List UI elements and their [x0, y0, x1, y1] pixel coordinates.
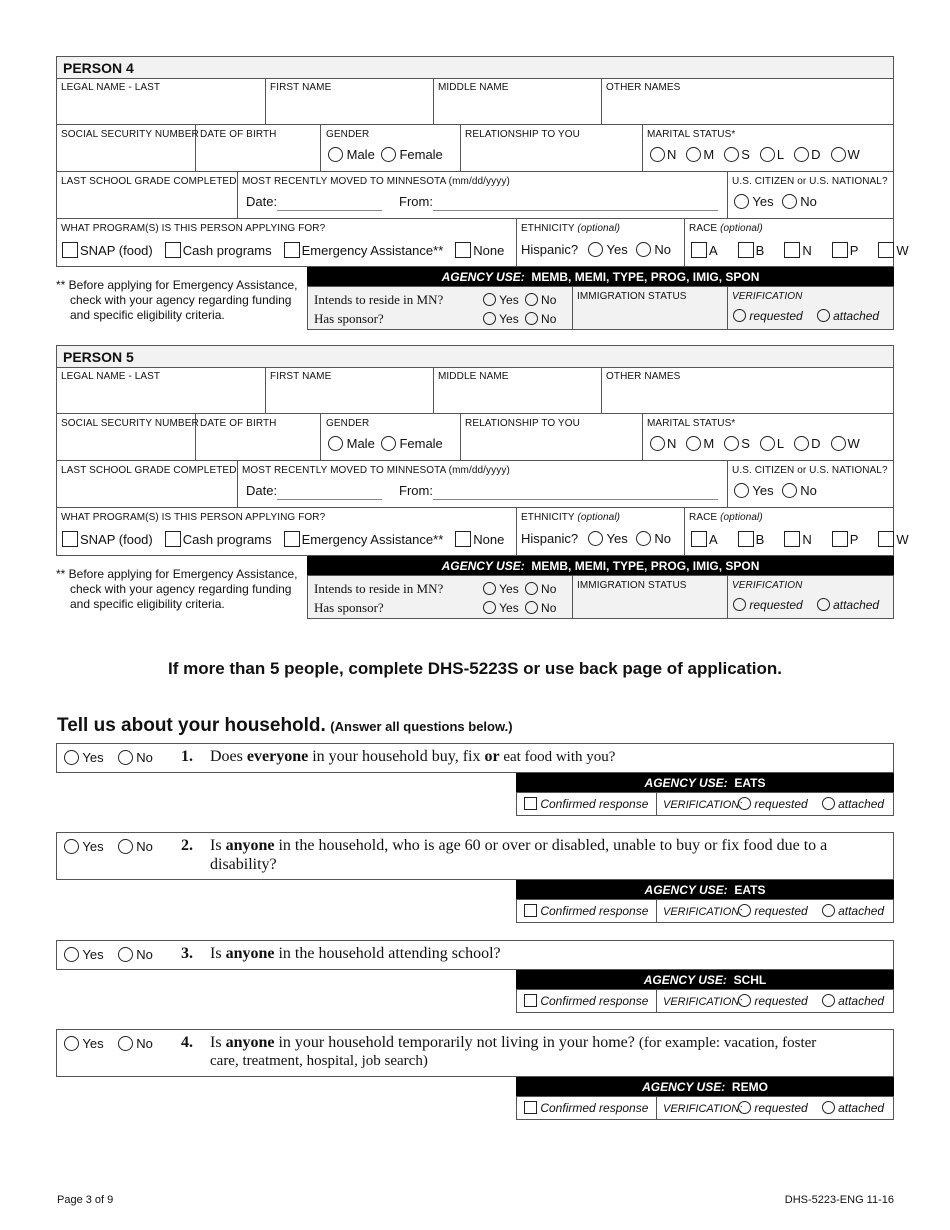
reside-question: Intends to reside in MN? [314, 292, 444, 307]
radio-icon [831, 147, 846, 162]
reside-no[interactable]: No [525, 293, 557, 307]
middle-name-label: MIDDLE NAME [438, 82, 509, 93]
checkbox-icon [738, 242, 754, 258]
reside-no[interactable]: No [525, 582, 557, 596]
person-header [56, 56, 894, 79]
marital-option[interactable]: W [831, 436, 860, 451]
citizen-option[interactable]: No [782, 194, 817, 209]
marital-options [650, 436, 870, 451]
ssn-label: SOCIAL SECURITY NUMBER [61, 418, 199, 429]
gender-option[interactable]: Female [381, 147, 443, 162]
checkbox-icon [832, 531, 848, 547]
race-option[interactable]: B [738, 531, 765, 547]
program-option[interactable]: None [455, 531, 504, 547]
middle-name-label: MIDDLE NAME [438, 371, 509, 382]
checkbox-icon [524, 994, 537, 1007]
race-options [691, 242, 909, 258]
verification-requested[interactable]: requested [733, 598, 803, 612]
gender-option[interactable]: Male [328, 147, 375, 162]
confirmed-response[interactable]: Confirmed response [524, 994, 648, 1008]
checkbox-icon [62, 531, 78, 547]
verification-attached[interactable]: attached [822, 904, 884, 918]
radio-icon [328, 147, 343, 162]
reside-yes[interactable]: Yes [483, 293, 519, 307]
race-label: RACE (optional) [689, 223, 763, 234]
answer-yes[interactable]: Yes [64, 839, 104, 854]
immigration-label: IMMIGRATION STATUS [577, 291, 687, 302]
verification-label: VERIFICATION: [663, 799, 743, 811]
program-option[interactable]: SNAP (food) [62, 242, 153, 258]
middle-name-field[interactable] [435, 385, 599, 411]
program-option[interactable]: Cash programs [165, 242, 272, 258]
checkbox-icon [524, 797, 537, 810]
radio-icon [483, 312, 496, 325]
immigration-label: IMMIGRATION STATUS [577, 580, 687, 591]
radio-icon [525, 601, 538, 614]
other-names-field[interactable] [603, 385, 892, 411]
radio-icon [831, 436, 846, 451]
legal-name-last-field[interactable] [58, 96, 263, 122]
verification-attached[interactable]: attached [822, 797, 884, 811]
reside-question: Intends to reside in MN? [314, 581, 444, 596]
sponsor-yes[interactable]: Yes [483, 601, 519, 615]
verification-requested[interactable]: requested [738, 1101, 808, 1115]
marital-option[interactable]: M [686, 436, 714, 451]
verification-label: VERIFICATION [732, 291, 803, 302]
checkbox-icon [455, 242, 471, 258]
citizen-options [734, 483, 825, 498]
verification-options [738, 1101, 884, 1115]
verification-requested[interactable]: requested [738, 904, 808, 918]
emergency-note: ** Before applying for Emergency Assistance, check with your agency regarding funding and specific eligibility criteria. [56, 278, 298, 322]
question-answer [64, 750, 153, 765]
verification-attached[interactable]: attached [822, 994, 884, 1008]
hispanic-option[interactable]: No [636, 242, 671, 257]
sponsor-yes[interactable]: Yes [483, 312, 519, 326]
question-text: Is anyone in your household temporarily not living in your home? (for example: vacation, foster care, treatment, hospital, job search) [210, 1034, 817, 1069]
marital-label: MARITAL STATUS* [647, 418, 736, 429]
first-name-label: FIRST NAME [270, 82, 332, 93]
person-title: PERSON 4 [63, 60, 134, 76]
agency-use-bar: AGENCY USE: EATS [516, 880, 894, 900]
race-options [691, 531, 909, 547]
marital-options [650, 147, 870, 162]
confirmed-response[interactable]: Confirmed response [524, 1101, 648, 1115]
marital-option[interactable]: S [724, 436, 750, 451]
marital-option[interactable]: N [650, 147, 676, 162]
relationship-label: RELATIONSHIP TO YOU [465, 418, 580, 429]
programs-label: WHAT PROGRAM(S) IS THIS PERSON APPLYING FOR? [61, 512, 326, 523]
radio-icon [733, 598, 746, 611]
programs-label: WHAT PROGRAM(S) IS THIS PERSON APPLYING FOR? [61, 223, 326, 234]
emergency-note: ** Before applying for Emergency Assistance, check with your agency regarding funding and specific eligibility criteria. [56, 567, 298, 611]
question-answer [64, 947, 153, 962]
verification-options [733, 309, 879, 323]
radio-icon [760, 436, 775, 451]
race-option[interactable]: N [784, 242, 811, 258]
hispanic-option[interactable]: Yes [588, 531, 628, 546]
person-header [56, 345, 894, 368]
radio-icon [64, 1036, 79, 1051]
confirmed-response[interactable]: Confirmed response [524, 904, 648, 918]
radio-icon [733, 309, 746, 322]
radio-icon [822, 797, 835, 810]
question-number: 2. [181, 837, 193, 854]
other-names-field[interactable] [603, 96, 892, 122]
marital-option[interactable]: S [724, 147, 750, 162]
radio-icon [782, 194, 797, 209]
ssn-label: SOCIAL SECURITY NUMBER [61, 129, 199, 140]
citizen-options [734, 194, 825, 209]
date-field[interactable] [277, 210, 382, 211]
agency-use-bar: AGENCY USE: MEMB, MEMI, TYPE, PROG, IMIG, SPON [307, 267, 894, 287]
agency-use-bar: AGENCY USE: REMO [516, 1077, 894, 1097]
household-heading [57, 715, 513, 737]
race-option[interactable]: A [691, 531, 718, 547]
citizen-option[interactable]: Yes [734, 483, 774, 498]
radio-icon [734, 483, 749, 498]
verification-options [738, 904, 884, 918]
date-field[interactable] [277, 499, 382, 500]
household-subtitle: (Answer all questions below.) [330, 719, 513, 734]
marital-option[interactable]: W [831, 147, 860, 162]
checkbox-icon [691, 531, 707, 547]
more-people-notice: If more than 5 people, complete DHS-5223S or use back page of application. [167, 659, 783, 678]
radio-icon [64, 839, 79, 854]
radio-icon [381, 436, 396, 451]
sponsor-question: Has sponsor? [314, 600, 384, 615]
question-number: 1. [181, 748, 193, 765]
race-option[interactable]: A [691, 242, 718, 258]
marital-option[interactable]: D [794, 436, 820, 451]
verification-requested[interactable]: requested [738, 797, 808, 811]
checkbox-icon [284, 242, 300, 258]
radio-icon [381, 147, 396, 162]
gender-label: GENDER [326, 129, 370, 140]
radio-icon [738, 904, 751, 917]
from-label: From: [399, 194, 433, 209]
radio-icon [822, 1101, 835, 1114]
other-names-label: OTHER NAMES [606, 82, 681, 93]
confirmed-response[interactable]: Confirmed response [524, 797, 648, 811]
first-name-label: FIRST NAME [270, 371, 332, 382]
gender-options [328, 436, 449, 451]
reside-options [483, 582, 556, 596]
household-title: Tell us about your household. [57, 715, 326, 736]
verification-options [733, 598, 879, 612]
checkbox-icon [691, 242, 707, 258]
question-number: 4. [181, 1034, 193, 1051]
checkbox-icon [832, 242, 848, 258]
program-option[interactable]: Emergency Assistance** [284, 242, 444, 258]
verification-options [738, 994, 884, 1008]
radio-icon [525, 312, 538, 325]
hispanic-question: Hispanic? Yes No [521, 242, 671, 257]
radio-icon [118, 839, 133, 854]
race-option[interactable]: N [784, 531, 811, 547]
radio-icon [724, 436, 739, 451]
race-option[interactable]: W [878, 531, 908, 547]
ethnicity-label: ETHNICITY (optional) [521, 512, 621, 523]
gender-label: GENDER [326, 418, 370, 429]
sponsor-options [483, 601, 556, 615]
reside-yes[interactable]: Yes [483, 582, 519, 596]
school-label: LAST SCHOOL GRADE COMPLETED [61, 465, 237, 476]
sponsor-no[interactable]: No [525, 601, 557, 615]
race-option[interactable]: B [738, 242, 765, 258]
citizen-label: U.S. CITIZEN or U.S. NATIONAL? [732, 465, 888, 476]
program-options [62, 242, 516, 258]
radio-icon [822, 904, 835, 917]
hispanic-option[interactable]: No [636, 531, 671, 546]
reside-options [483, 293, 556, 307]
moved-label: MOST RECENTLY MOVED TO MINNESOTA (mm/dd/yyyy) [242, 465, 510, 476]
agency-use-bar: AGENCY USE: SCHL [516, 970, 894, 990]
verification-label: VERIFICATION: [663, 1103, 743, 1115]
radio-icon [794, 147, 809, 162]
verification-attached[interactable]: attached [822, 1101, 884, 1115]
radio-icon [483, 582, 496, 595]
marital-option[interactable]: M [686, 147, 714, 162]
radio-icon [525, 582, 538, 595]
radio-icon [734, 194, 749, 209]
question-number: 3. [181, 945, 193, 962]
verification-options [738, 797, 884, 811]
radio-icon [64, 947, 79, 962]
radio-icon [64, 750, 79, 765]
form-id: DHS-5223-ENG 11-16 [784, 1194, 894, 1206]
checkbox-icon [165, 531, 181, 547]
checkbox-icon [524, 1101, 537, 1114]
gender-option[interactable]: Male [328, 436, 375, 451]
checkbox-icon [738, 531, 754, 547]
question-answer [64, 839, 153, 854]
checkbox-icon [784, 242, 800, 258]
moved-label: MOST RECENTLY MOVED TO MINNESOTA (mm/dd/yyyy) [242, 176, 510, 187]
radio-icon [328, 436, 343, 451]
from-field[interactable] [433, 210, 718, 211]
date-label: Date: [246, 194, 278, 209]
radio-icon [724, 147, 739, 162]
question-text: Does everyone in your household buy, fix or eat food with you? [210, 748, 616, 765]
radio-icon [588, 531, 603, 546]
dob-label: DATE OF BIRTH [200, 129, 277, 140]
radio-icon [483, 293, 496, 306]
checkbox-icon [784, 531, 800, 547]
marital-option[interactable]: D [794, 147, 820, 162]
verification-requested[interactable]: requested [738, 994, 808, 1008]
gender-option[interactable]: Female [381, 436, 443, 451]
answer-yes[interactable]: Yes [64, 1036, 104, 1051]
relationship-label: RELATIONSHIP TO YOU [465, 129, 580, 140]
radio-icon [738, 1101, 751, 1114]
radio-icon [636, 531, 651, 546]
radio-icon [118, 750, 133, 765]
radio-icon [738, 994, 751, 1007]
verification-requested[interactable]: requested [733, 309, 803, 323]
citizen-label: U.S. CITIZEN or U.S. NATIONAL? [732, 176, 888, 187]
verification-label: VERIFICATION [732, 580, 803, 591]
verification-attached[interactable]: attached [817, 598, 879, 612]
race-option[interactable]: P [832, 531, 859, 547]
sponsor-question: Has sponsor? [314, 311, 384, 326]
verification-attached[interactable]: attached [817, 309, 879, 323]
radio-icon [822, 994, 835, 1007]
radio-icon [118, 1036, 133, 1051]
from-field[interactable] [433, 499, 718, 500]
marital-option[interactable]: L [760, 436, 784, 451]
middle-name-field[interactable] [435, 96, 599, 122]
program-option[interactable]: None [455, 242, 504, 258]
other-names-label: OTHER NAMES [606, 371, 681, 382]
radio-icon [686, 436, 701, 451]
legal-name-last-label: LEGAL NAME - LAST [61, 82, 161, 93]
answer-yes[interactable]: Yes [64, 750, 104, 765]
checkbox-icon [524, 904, 537, 917]
question-text: Is anyone in the household, who is age 60 or over or disabled, unable to buy or fix food due to a disability? [210, 837, 828, 873]
answer-no[interactable]: No [118, 839, 153, 854]
radio-icon [650, 147, 665, 162]
checkbox-icon [878, 242, 894, 258]
marital-option[interactable]: L [760, 147, 784, 162]
sponsor-options [483, 312, 556, 326]
radio-icon [588, 242, 603, 257]
from-label: From: [399, 483, 433, 498]
ethnicity-label: ETHNICITY (optional) [521, 223, 621, 234]
race-option[interactable]: P [832, 242, 859, 258]
radio-icon [794, 436, 809, 451]
checkbox-icon [284, 531, 300, 547]
agency-use-bar: AGENCY USE: EATS [516, 773, 894, 793]
radio-icon [525, 293, 538, 306]
radio-icon [782, 483, 797, 498]
program-option[interactable]: Emergency Assistance** [284, 531, 444, 547]
answer-no[interactable]: No [118, 947, 153, 962]
school-label: LAST SCHOOL GRADE COMPLETED [61, 176, 237, 187]
marital-option[interactable]: N [650, 436, 676, 451]
radio-icon [483, 601, 496, 614]
answer-yes[interactable]: Yes [64, 947, 104, 962]
checkbox-icon [878, 531, 894, 547]
hispanic-option[interactable]: Yes [588, 242, 628, 257]
question-text: Is anyone in the household attending school? [210, 945, 501, 962]
first-name-field[interactable] [267, 385, 431, 411]
dob-label: DATE OF BIRTH [200, 418, 277, 429]
date-label: Date: [246, 483, 278, 498]
answer-no[interactable]: No [118, 750, 153, 765]
question-answer [64, 1036, 153, 1051]
checkbox-icon [62, 242, 78, 258]
legal-name-last-field[interactable] [58, 385, 263, 411]
gender-options [328, 147, 449, 162]
verification-label: VERIFICATION: [663, 906, 743, 918]
radio-icon [650, 436, 665, 451]
citizen-option[interactable]: Yes [734, 194, 774, 209]
radio-icon [760, 147, 775, 162]
radio-icon [817, 598, 830, 611]
program-option[interactable]: SNAP (food) [62, 531, 153, 547]
radio-icon [686, 147, 701, 162]
marital-label: MARITAL STATUS* [647, 129, 736, 140]
race-option[interactable]: W [878, 242, 908, 258]
radio-icon [118, 947, 133, 962]
verification-label: VERIFICATION: [663, 996, 743, 1008]
first-name-field[interactable] [267, 96, 431, 122]
citizen-option[interactable]: No [782, 483, 817, 498]
legal-name-last-label: LEGAL NAME - LAST [61, 371, 161, 382]
radio-icon [636, 242, 651, 257]
program-options [62, 531, 516, 547]
hispanic-question: Hispanic? Yes No [521, 531, 671, 546]
program-option[interactable]: Cash programs [165, 531, 272, 547]
sponsor-no[interactable]: No [525, 312, 557, 326]
race-label: RACE (optional) [689, 512, 763, 523]
agency-use-bar: AGENCY USE: MEMB, MEMI, TYPE, PROG, IMIG, SPON [307, 556, 894, 576]
checkbox-icon [165, 242, 181, 258]
answer-no[interactable]: No [118, 1036, 153, 1051]
person-title: PERSON 5 [63, 349, 134, 365]
radio-icon [817, 309, 830, 322]
page-number: Page 3 of 9 [57, 1194, 114, 1206]
radio-icon [738, 797, 751, 810]
checkbox-icon [455, 531, 471, 547]
